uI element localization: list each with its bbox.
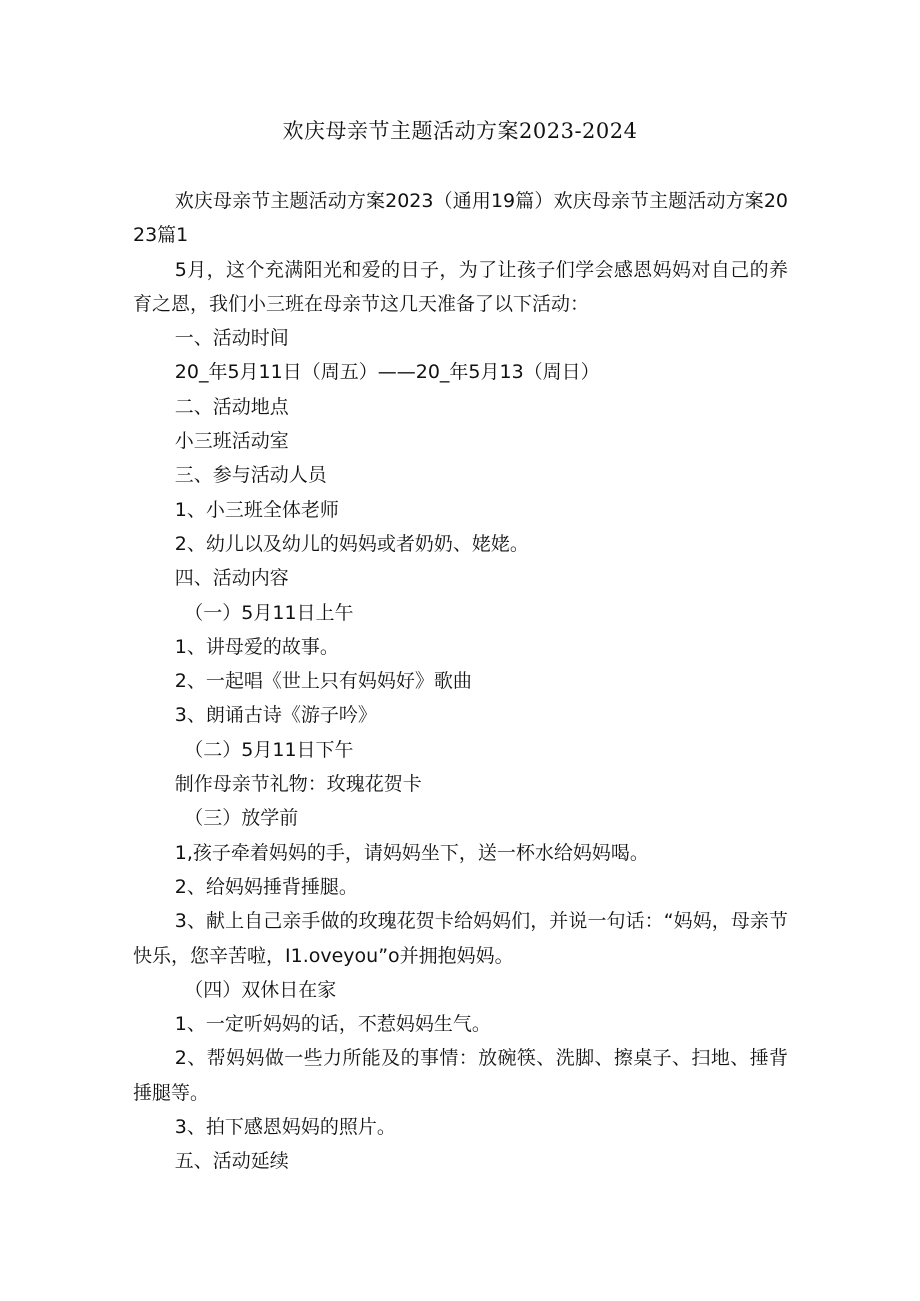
- paragraph: 二、活动地点: [174, 395, 289, 418]
- paragraph: （三）放学前: [184, 807, 299, 830]
- paragraph: 五、活动延续: [174, 1150, 289, 1173]
- document-body: [133, 184, 788, 1179]
- paragraph: 3、献上自己亲手做的玫瑰花贺卡给妈妈们，并说一句话：“妈妈，母亲节快乐，您辛苦啦，I1.oveyou”o并拥抱妈妈。: [133, 910, 788, 967]
- paragraph: 2、给妈妈捶背捶腿。: [174, 875, 358, 898]
- paragraph: 1、小三班全体老师: [174, 498, 339, 521]
- paragraph: 20_年5月11日（周五）——20_年5月13（周日）: [174, 361, 600, 384]
- paragraph: 一、活动时间: [174, 327, 289, 350]
- paragraph: 三、参与活动人员: [174, 464, 327, 487]
- document-title: 欢庆母亲节主题活动方案2023-2024: [282, 119, 638, 143]
- paragraph: 1、一定听妈妈的话，不惹妈妈生气。: [174, 1013, 491, 1036]
- paragraph: 5月，这个充满阳光和爱的日子，为了让孩子们学会感恩妈妈对自己的养育之恩，我们小三班在母亲节这几天准备了以下活动：: [133, 258, 788, 315]
- paragraph: 2、幼儿以及幼儿的妈妈或者奶奶、姥姥。: [174, 532, 529, 555]
- paragraph: （四）双休日在家: [184, 978, 337, 1001]
- paragraph: 小三班活动室: [174, 430, 289, 453]
- paragraph: 欢庆母亲节主题活动方案2023（通用19篇）欢庆母亲节主题活动方案2023篇1: [133, 190, 788, 247]
- paragraph: 3、拍下感恩妈妈的照片。: [174, 1116, 396, 1139]
- paragraph: 2、一起唱《世上只有妈妈好》歌曲: [174, 670, 472, 693]
- paragraph: 3、朗诵古诗《游子吟》: [174, 704, 377, 727]
- paragraph: 1、讲母爱的故事。: [174, 635, 339, 658]
- paragraph: 1,孩子牵着妈妈的手，请妈妈坐下，送一杯水给妈妈喝。: [174, 841, 649, 864]
- paragraph: 四、活动内容: [174, 567, 289, 590]
- paragraph: 2、帮妈妈做一些力所能及的事情：放碗筷、洗脚、擦桌子、扫地、捶背捶腿等。: [133, 1047, 788, 1104]
- paragraph: 制作母亲节礼物：玫瑰花贺卡: [174, 773, 422, 796]
- paragraph: （一）5月11日上午: [184, 601, 354, 624]
- paragraph: （二）5月11日下午: [184, 738, 354, 761]
